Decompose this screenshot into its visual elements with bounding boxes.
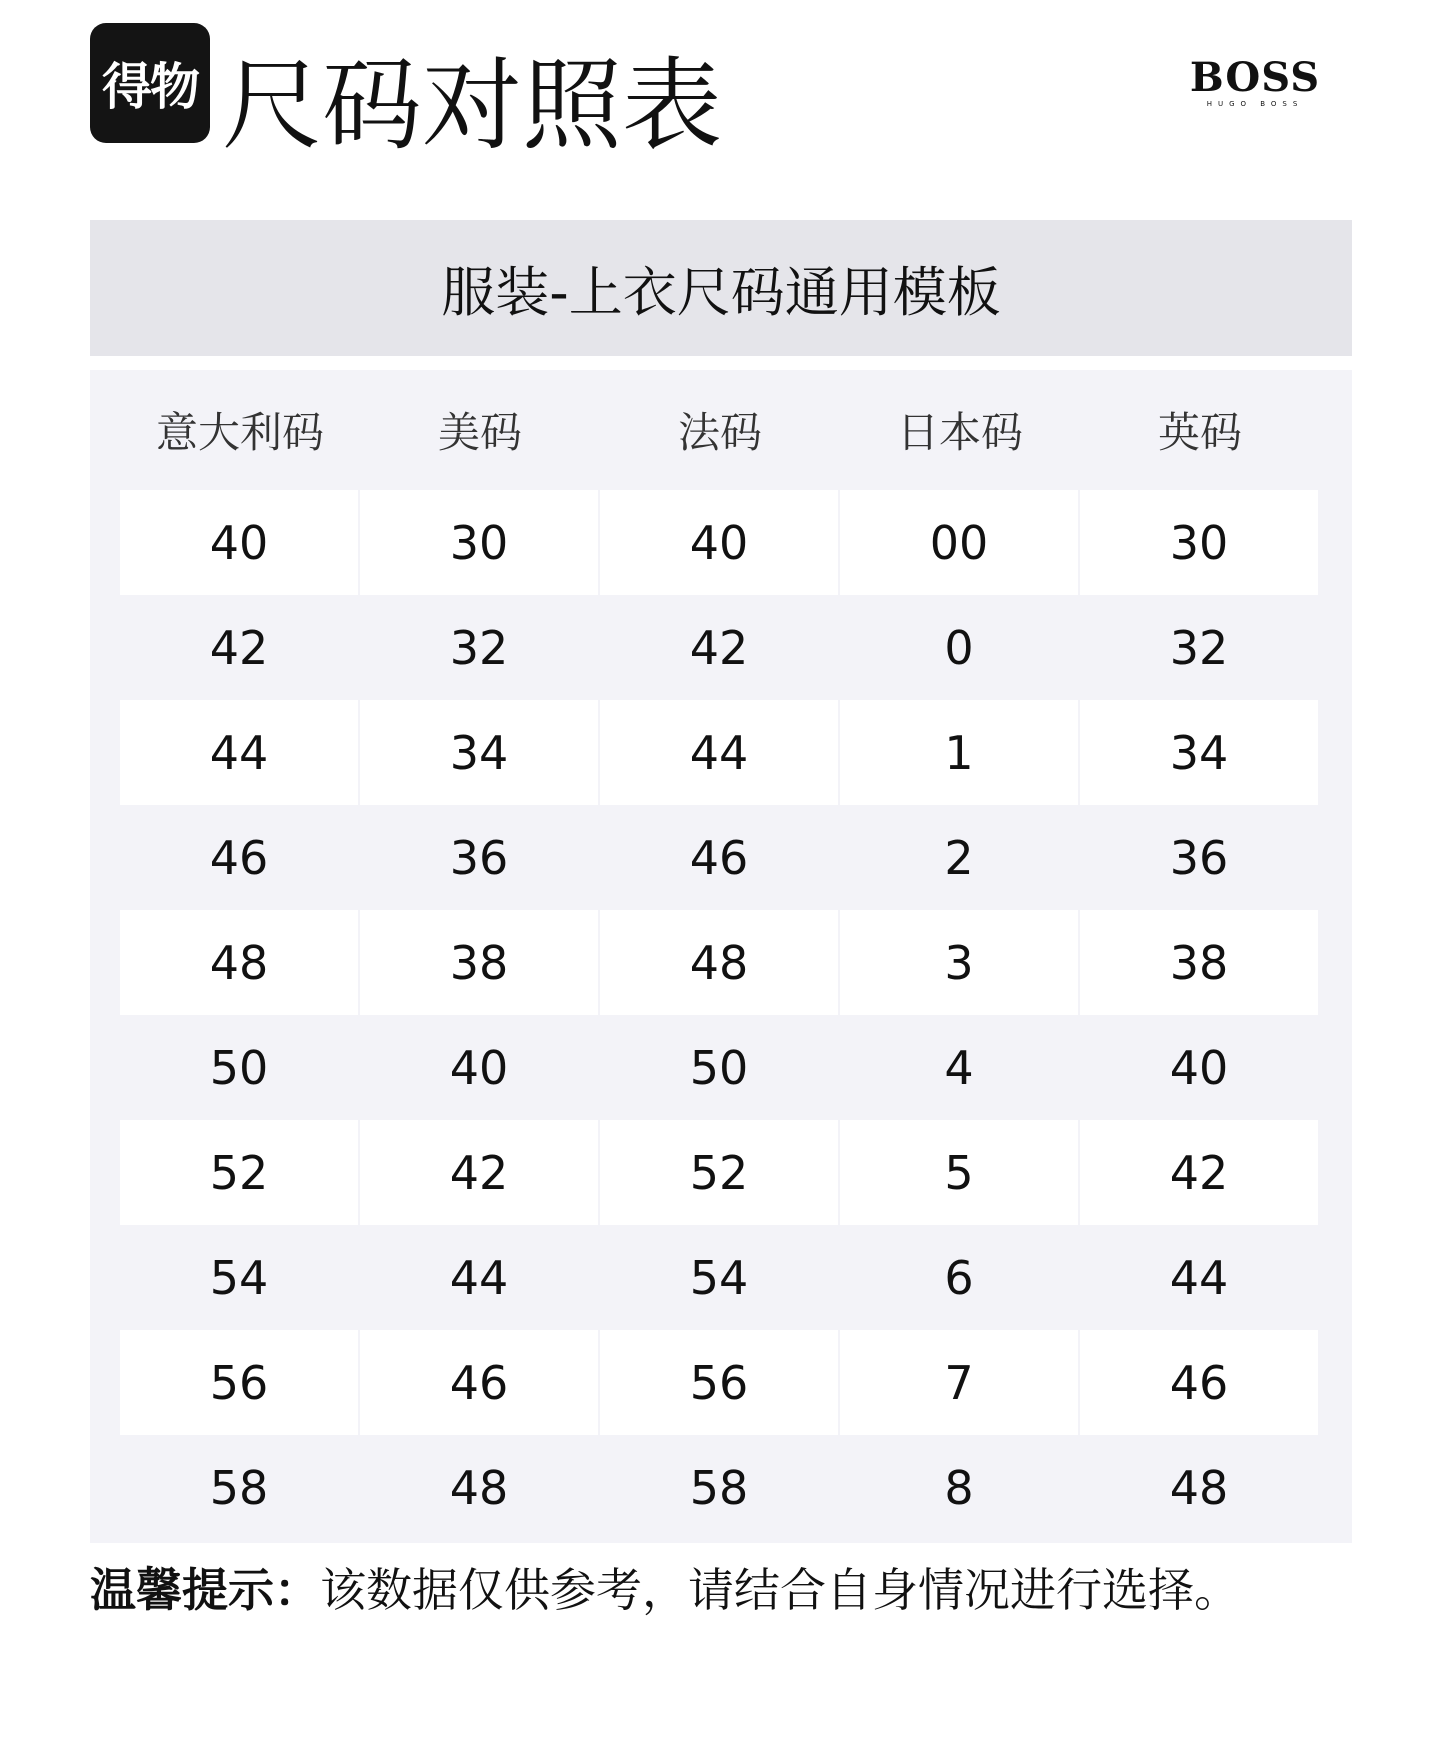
column-header-italy: 意大利码 [155,408,324,457]
table-cell-italy: 44 [120,700,358,805]
table-cell-japan: 6 [944,1250,974,1305]
table-cell-france: 44 [600,700,838,805]
table-cell-us: 40 [449,1040,509,1095]
table-cell-france: 50 [689,1040,749,1095]
note-text: 该数据仅供参考，请结合自身情况进行选择。 [320,1563,1240,1617]
table-cell-japan: 0 [944,620,974,675]
table-cell-us: 34 [360,700,598,805]
table-cell-us: 32 [449,620,509,675]
table-cell-italy: 42 [209,620,269,675]
brand-name: BOSS [1189,54,1321,101]
table-row [120,490,1320,595]
table-cell-uk: 36 [1169,830,1229,885]
table-cell-us: 36 [449,830,509,885]
table-cell-us: 38 [360,910,598,1015]
table-cell-us: 46 [360,1330,598,1435]
column-header-uk: 英码 [1157,408,1242,457]
table-cell-japan: 5 [840,1120,1078,1225]
column-header-us: 美码 [437,408,522,457]
table-cell-italy: 46 [209,830,269,885]
table-cell-japan: 7 [840,1330,1078,1435]
table-cell-uk: 40 [1169,1040,1229,1095]
table-cell-italy: 52 [120,1120,358,1225]
table-cell-uk: 30 [1080,490,1318,595]
table-cell-france: 42 [689,620,749,675]
table-cell-italy: 54 [209,1250,269,1305]
size-chart-table [90,370,1352,1543]
brand-logo [1170,54,1340,109]
table-cell-italy: 48 [120,910,358,1015]
table-row [120,1225,1320,1330]
table-cell-uk: 46 [1080,1330,1318,1435]
table-cell-uk: 44 [1169,1250,1229,1305]
brand-subtitle: HUGO BOSS [1206,100,1304,108]
table-cell-us: 48 [449,1460,509,1515]
table-cell-japan: 2 [944,830,974,885]
table-row [120,1330,1320,1435]
table-row [120,910,1320,1015]
table-cell-france: 46 [689,830,749,885]
table-cell-france: 52 [600,1120,838,1225]
table-row [120,805,1320,910]
table-cell-france: 58 [689,1460,749,1515]
table-cell-france: 54 [689,1250,749,1305]
table-row [120,1120,1320,1225]
table-cell-uk: 38 [1080,910,1318,1015]
table-cell-us: 30 [360,490,598,595]
page-title: 尺码对照表 [222,47,722,164]
table-row [120,1015,1320,1120]
table-header-row [120,370,1320,490]
app-logo [90,23,210,143]
table-cell-japan: 8 [944,1460,974,1515]
table-cell-uk: 32 [1169,620,1229,675]
column-header-france: 法码 [677,408,762,457]
footer-note [90,1560,1240,1620]
table-cell-japan: 3 [840,910,1078,1015]
app-logo-text: 得物 [102,58,198,116]
table-row [120,700,1320,805]
table-cell-japan: 1 [840,700,1078,805]
table-body [120,490,1320,1540]
table-cell-italy: 56 [120,1330,358,1435]
note-label: 温馨提示： [90,1563,320,1617]
table-cell-france: 40 [600,490,838,595]
table-cell-france: 56 [600,1330,838,1435]
table-cell-italy: 58 [209,1460,269,1515]
table-row [120,595,1320,700]
table-row [120,1435,1320,1540]
table-cell-japan: 4 [944,1040,974,1095]
table-cell-japan: 00 [840,490,1078,595]
table-cell-italy: 40 [120,490,358,595]
table-cell-uk: 42 [1080,1120,1318,1225]
column-header-japan: 日本码 [896,408,1023,457]
table-cell-france: 48 [600,910,838,1015]
table-cell-italy: 50 [209,1040,269,1095]
table-cell-uk: 34 [1080,700,1318,805]
template-banner [90,220,1352,356]
table-cell-us: 42 [360,1120,598,1225]
template-title: 服装-上衣尺码通用模板 [441,260,1001,324]
table-cell-uk: 48 [1169,1460,1229,1515]
table-cell-us: 44 [449,1250,509,1305]
